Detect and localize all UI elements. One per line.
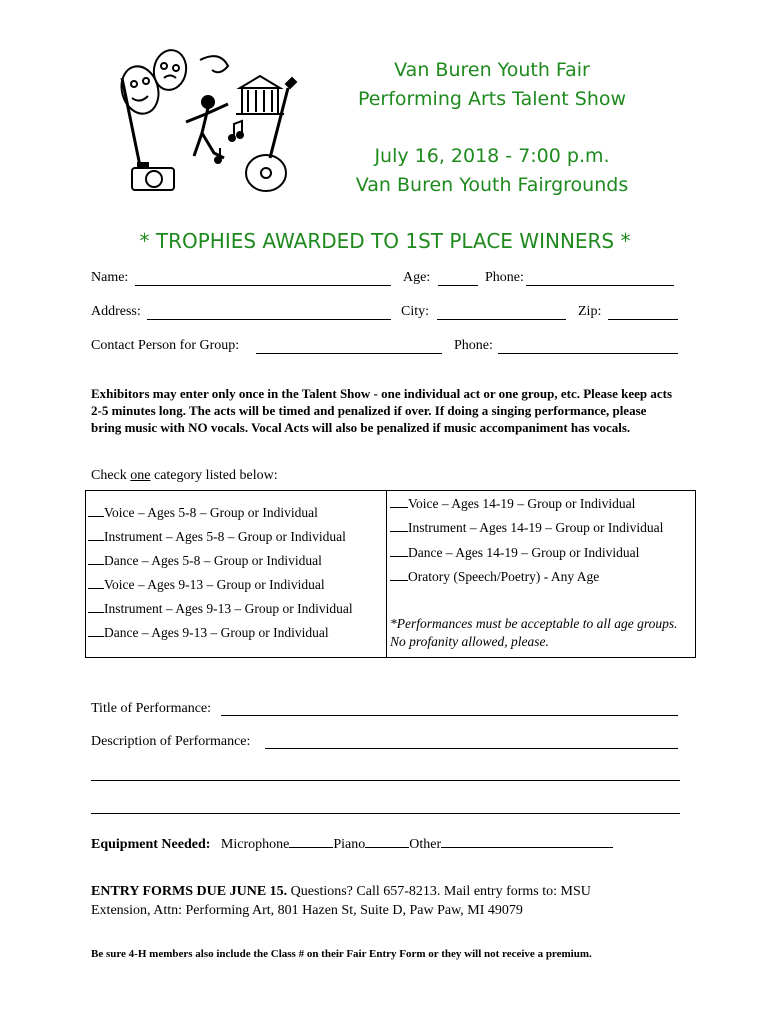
description-field[interactable] [265, 748, 678, 749]
piano-field[interactable] [365, 834, 409, 848]
zip-field[interactable] [608, 319, 678, 320]
microphone-field[interactable] [289, 834, 333, 848]
address-label: Address: [91, 304, 141, 319]
category-checkbox-line[interactable] [390, 543, 408, 557]
category-option[interactable] [390, 567, 599, 585]
category-checkbox-line[interactable] [390, 494, 408, 508]
equipment-label: Equipment Needed: [91, 837, 211, 852]
category-label: Voice – Ages 9-13 – Group or Individual [104, 577, 325, 592]
event-location: Van Buren Youth Fairgrounds [355, 174, 629, 196]
phone-field[interactable] [526, 285, 674, 286]
title-label: Title of Performance: [91, 701, 212, 716]
category-option[interactable] [88, 575, 325, 593]
category-label: Voice – Ages 5-8 – Group or Individual [104, 505, 318, 520]
age-label: Age: [403, 270, 431, 285]
piano-label: Piano [333, 837, 366, 852]
phone2-field[interactable] [498, 353, 678, 354]
zip-label: Zip: [578, 304, 602, 319]
event-date: July 16, 2018 - 7:00 p.m. [374, 145, 610, 167]
category-label: Voice – Ages 14-19 – Group or Individual [408, 496, 636, 511]
categories-divider [386, 490, 387, 658]
phone-label: Phone: [485, 270, 524, 285]
category-option[interactable] [390, 543, 639, 561]
category-checkbox-line[interactable] [88, 551, 104, 565]
address-field[interactable] [147, 319, 391, 320]
category-label: Dance – Ages 9-13 – Group or Individual [104, 625, 329, 640]
rules-text: Exhibitors may enter only once in the Talent Show - one individual act or one group, etc. Please keep acts 2-5 minutes long. The acts will be timed and penalized if over. If doing a singing performance, please bring music with NO vocals. Vocal Acts will also be penalized if music accompaniment has vocals. [91, 386, 673, 435]
age-field[interactable] [438, 285, 478, 286]
city-label: City: [401, 304, 430, 319]
performance-note: *Performances must be acceptable to all age groups. No profanity allowed, please. [390, 616, 678, 649]
category-option[interactable] [390, 518, 663, 536]
category-checkbox-line[interactable] [88, 623, 104, 637]
trophies-banner: * TROPHIES AWARDED TO 1ST PLACE WINNERS * [139, 229, 631, 253]
category-label: Oratory (Speech/Poetry) - Any Age [408, 569, 600, 584]
category-option[interactable] [88, 503, 318, 521]
description-line-3[interactable] [91, 813, 680, 814]
due-date: ENTRY FORMS DUE JUNE 15. [91, 884, 288, 899]
category-checkbox-line[interactable] [88, 503, 104, 517]
category-option[interactable] [88, 551, 322, 569]
category-label: Instrument – Ages 9-13 – Group or Individual [104, 601, 353, 616]
description-label: Description of Performance: [91, 734, 251, 749]
category-label: Dance – Ages 14-19 – Group or Individual [408, 545, 640, 560]
check-intro: Check one category listed below: [91, 468, 278, 483]
title-field[interactable] [221, 715, 678, 716]
performing-arts-clipart [110, 48, 315, 198]
city-field[interactable] [437, 319, 566, 320]
category-option[interactable] [88, 527, 346, 545]
other-field[interactable] [441, 834, 613, 848]
entry-info: ENTRY FORMS DUE JUNE 15. Questions? Call 657-8213. Mail entry forms to: MSU Extension, Attn: Performing Art, 801 Hazen St, Suite D, Paw Paw, MI 49079 [91, 884, 591, 918]
other-label: Other [409, 837, 442, 852]
category-option[interactable] [390, 494, 635, 512]
category-checkbox-line[interactable] [88, 599, 104, 613]
fair-title: Van Buren Youth Fair [394, 59, 590, 81]
category-option[interactable] [88, 623, 329, 641]
description-line-2[interactable] [91, 780, 680, 781]
category-checkbox-line[interactable] [88, 575, 104, 589]
contact-label: Contact Person for Group: [91, 338, 240, 353]
category-checkbox-line[interactable] [390, 518, 408, 532]
name-field[interactable] [135, 285, 391, 286]
contact-field[interactable] [256, 353, 442, 354]
category-option[interactable] [88, 599, 353, 617]
category-label: Instrument – Ages 5-8 – Group or Individual [104, 529, 346, 544]
show-title: Performing Arts Talent Show [357, 88, 627, 110]
footer-note: Be sure 4-H members also include the Class # on their Fair Entry Form or they will not receive a premium. [91, 948, 592, 960]
category-checkbox-line[interactable] [88, 527, 104, 541]
category-checkbox-line[interactable] [390, 567, 408, 581]
name-label: Name: [91, 270, 129, 285]
phone2-label: Phone: [454, 338, 493, 353]
equipment-row [91, 834, 613, 853]
category-label: Instrument – Ages 14-19 – Group or Individual [408, 520, 664, 535]
microphone-label: Microphone [220, 837, 290, 852]
category-label: Dance – Ages 5-8 – Group or Individual [104, 553, 322, 568]
